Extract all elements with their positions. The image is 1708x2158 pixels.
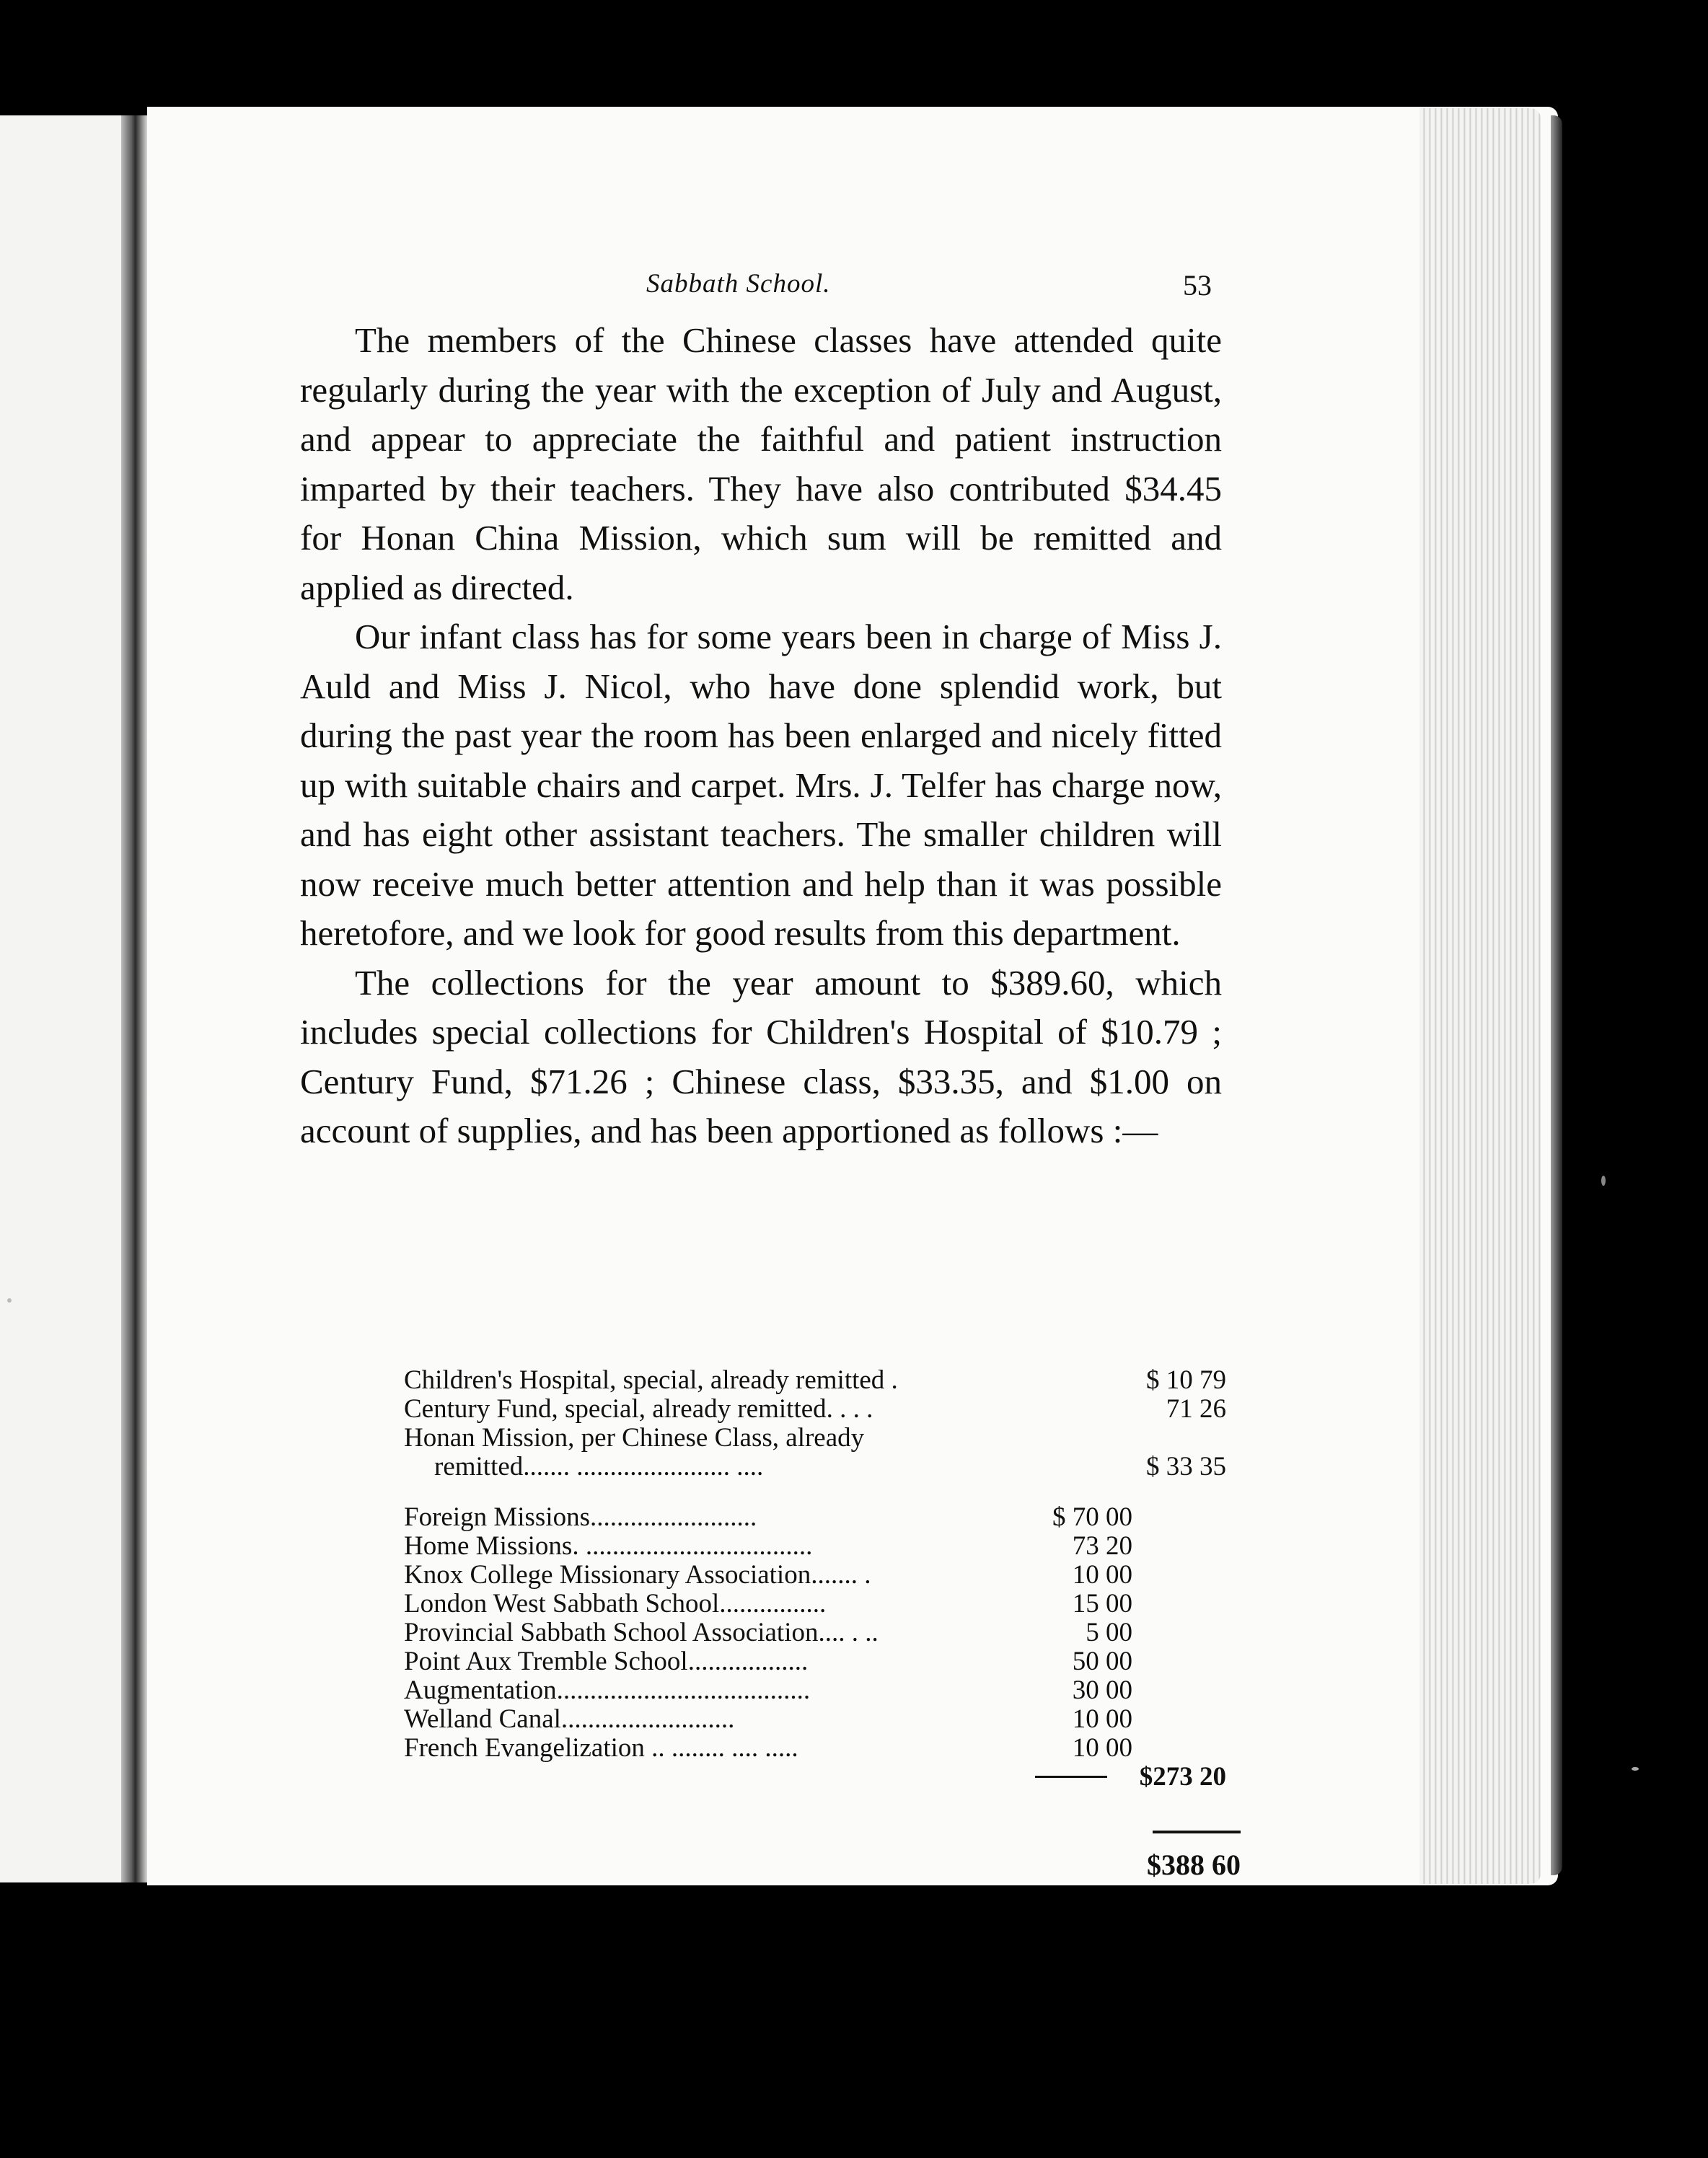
paragraph-chinese-classes: The members of the Chinese classes have attended quite regularly during the year with the exception of July and August, and appear to appreciate the faithful and patient instruction imparted by their teachers. They have also contributed $34.45 for Honan China Mission, which sum will be remitted and applied as directed. (300, 320, 1222, 607)
subtotal-rule (1035, 1776, 1107, 1778)
apportioned-label: Knox College Missionary Association....... . (404, 1560, 871, 1590)
apportioned-row (404, 1734, 1233, 1763)
apportioned-label: Augmentation...................................... (404, 1675, 811, 1705)
speck (1601, 1176, 1606, 1186)
apportioned-label: Welland Canal.......................... (404, 1704, 735, 1734)
book-gutter (121, 115, 147, 1882)
page-edges (1419, 108, 1541, 1884)
special-row (404, 1395, 1233, 1424)
apportioned-amount: 50 00 (1072, 1647, 1132, 1676)
apportioned-label: London West Sabbath School................ (404, 1589, 827, 1619)
apportioned-amount: 15 00 (1072, 1589, 1132, 1619)
special-label: Honan Mission, per Chinese Class, already (404, 1423, 865, 1453)
speck (1632, 1767, 1639, 1771)
apportioned-amount: $ 70 00 (1052, 1502, 1132, 1532)
special-amount: $ 10 79 (1146, 1365, 1226, 1395)
apportioned-row (404, 1503, 1233, 1532)
grand-total: $388 60 (1147, 1849, 1241, 1881)
apportioned-row (404, 1619, 1233, 1647)
special-label: Children's Hospital, special, already remitted . (404, 1365, 898, 1395)
special-label: remitted....... ....................... .... (434, 1452, 764, 1481)
special-amount: $ 33 35 (1146, 1452, 1226, 1481)
subtotal-row (404, 1763, 1233, 1792)
subtotal-amount: $273 20 (1139, 1762, 1226, 1792)
apportioned-label: French Evangelization .. ........ .... ..... (404, 1733, 798, 1763)
special-amount: 71 26 (1166, 1394, 1226, 1424)
apportioned-amount: 5 00 (1086, 1618, 1132, 1647)
page-edge-shadow (1551, 115, 1562, 1875)
apportioned-row (404, 1561, 1233, 1590)
apportioned-row (404, 1676, 1233, 1705)
special-label: Century Fund, special, already remitted. . . . (404, 1394, 873, 1424)
body-text (300, 316, 1222, 1156)
paragraph-collections: The collections for the year amount to $389.60, which includes special collections for Children's Hospital of $10.79 ; Century Fund, $71.26 ; Chinese class, $33.35, and $1.00 on account of supplies, and has been apportioned as follows :— (300, 962, 1222, 1150)
special-row (404, 1453, 1233, 1481)
apportionment-table (404, 1366, 1233, 1792)
paragraph-infant-class: Our infant class has for some years been in charge of Miss J. Auld and Miss J. Nicol, who have done splendid work, but during the past year the room has been enlarged and nicely fitted up with suitable chairs and carpet. Mrs. J. Telfer has charge now, and has eight other assistant teachers. The smaller children will now receive much better attention and help than it was possible heretofore, and we look for good results from this department. (300, 617, 1222, 953)
apportioned-label: Point Aux Tremble School.................. (404, 1647, 809, 1676)
running-head-title: Sabbath School. (646, 269, 831, 299)
speck (7, 1298, 12, 1303)
special-row (404, 1366, 1233, 1395)
special-row (404, 1424, 1233, 1453)
apportioned-amount: 73 20 (1072, 1531, 1132, 1561)
total-rule (1153, 1831, 1241, 1833)
apportioned-label: Provincial Sabbath School Association.... . .. (404, 1618, 879, 1647)
apportioned-label: Home Missions. .................................. (404, 1531, 813, 1561)
apportioned-amount: 10 00 (1072, 1704, 1132, 1734)
page-number: 53 (1183, 269, 1212, 301)
apportioned-amount: 10 00 (1072, 1733, 1132, 1763)
apportioned-row (404, 1647, 1233, 1676)
apportioned-amount: 10 00 (1072, 1560, 1132, 1590)
apportioned-label: Foreign Missions......................... (404, 1502, 757, 1532)
apportioned-amount: 30 00 (1072, 1675, 1132, 1705)
apportioned-row (404, 1532, 1233, 1561)
apportioned-row (404, 1590, 1233, 1619)
apportioned-row (404, 1705, 1233, 1734)
running-head (301, 268, 1212, 312)
